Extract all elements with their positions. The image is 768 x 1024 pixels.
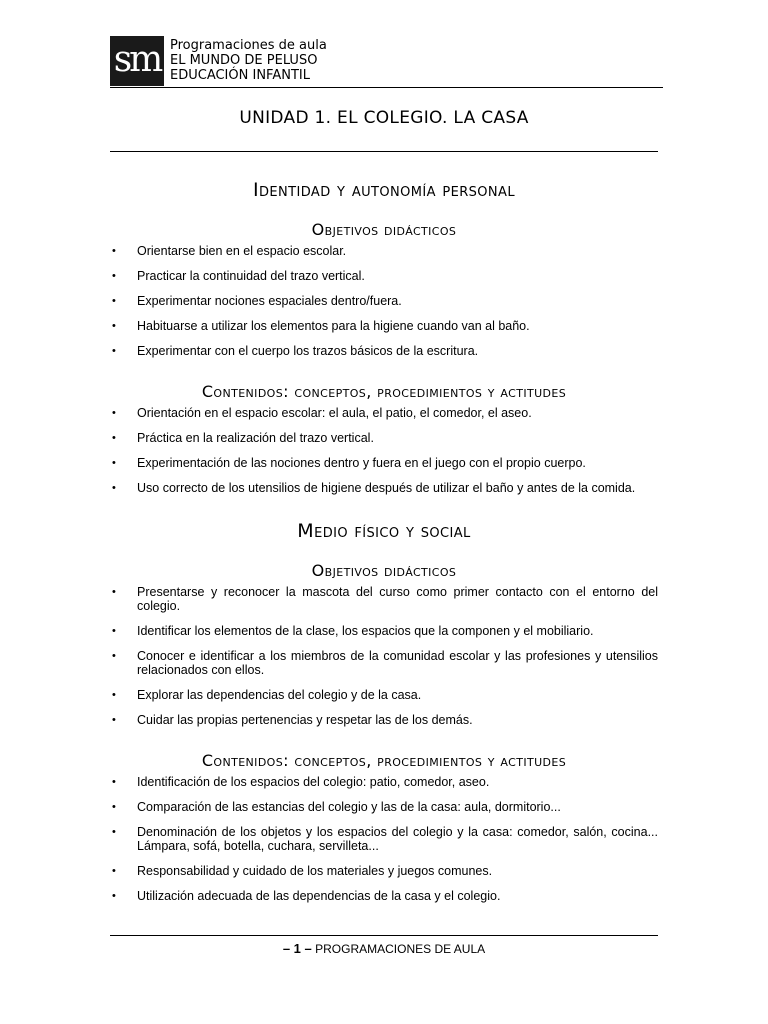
list-item: • Orientarse bien en el espacio escolar. [110,244,658,258]
list-item: • Practicar la continuidad del trazo vertical. [110,269,658,283]
list-item: • Explorar las dependencias del colegio y de la casa. [110,688,658,702]
unit-title-divider [110,151,658,152]
list-item: • Denominación de los objetos y los espacios del colegio y la casa: comedor, salón, cocina... Lámpara, sofá, botella, cuchara, servilleta... [110,825,658,853]
subsection-title: Contenidos: conceptos, procedimientos y actitudes [201,751,567,770]
page-footer [110,941,658,956]
header-line-3: EDUCACIÓN INFANTIL [170,68,310,83]
section-medio-fisico [110,519,658,903]
subsection-title: Objetivos didácticos [311,220,457,239]
list-item: • Identificación de los espacios del colegio: patio, comedor, aseo. [110,775,658,789]
header-divider [110,87,663,88]
list-item: • Experimentación de las nociones dentro y fuera en el juego con el propio cuerpo. [110,456,658,470]
publisher-logo: sm [110,36,164,86]
section-title: Identidad y autonomía personal [253,179,515,201]
list-item: • Experimentar nociones espaciales dentro/fuera. [110,294,658,308]
header-text [170,38,327,83]
list-item: • Presentarse y reconocer la mascota del curso como primer contacto con el entorno del colegio. [110,585,658,613]
list-item: • Comparación de las estancias del colegio y las de la casa: aula, dormitorio... [110,800,658,814]
document-content [110,178,658,914]
unit-title: UNIDAD 1. EL COLEGIO. LA CASA [239,108,529,128]
page-number: – 1 – [282,941,312,956]
subsection-title: Objetivos didácticos [311,561,457,580]
footer-label: PROGRAMACIONES DE AULA [315,942,486,956]
list-item: • Práctica en la realización del trazo vertical. [110,431,658,445]
list-item: • Identificar los elementos de la clase, los espacios que la componen y el mobiliario. [110,624,658,638]
header-line-2: EL MUNDO DE PELUSO [170,53,318,68]
list-item: • Habituarse a utilizar los elementos para la higiene cuando van al baño. [110,319,658,333]
spacer [110,738,658,751]
list-item: • Responsabilidad y cuidado de los materiales y juegos comunes. [110,864,658,878]
list-item: • Orientación en el espacio escolar: el aula, el patio, el comedor, el aseo. [110,406,658,420]
spacer [110,506,658,519]
header-line-1: Programaciones de aula [170,38,327,53]
section-title: Medio físico y social [297,520,471,542]
objectives-list [110,585,658,727]
list-item: • Conocer e identificar a los miembros de la comunidad escolar y las profesiones y utensilios relacionados con ellos. [110,649,658,677]
spacer [110,369,658,382]
contents-list [110,775,658,903]
section-identidad [110,178,658,495]
list-item: • Uso correcto de los utensilios de higiene después de utilizar el baño y antes de la comida. [110,481,658,495]
objectives-list [110,244,658,358]
subsection-title: Contenidos: conceptos, procedimientos y actitudes [201,382,567,401]
list-item: • Utilización adecuada de las dependencias de la casa y el colegio. [110,889,658,903]
list-item: • Cuidar las propias pertenencias y respetar las de los demás. [110,713,658,727]
footer-divider [110,935,658,936]
contents-list [110,406,658,495]
document-header [110,36,663,88]
list-item: • Experimentar con el cuerpo los trazos básicos de la escritura. [110,344,658,358]
